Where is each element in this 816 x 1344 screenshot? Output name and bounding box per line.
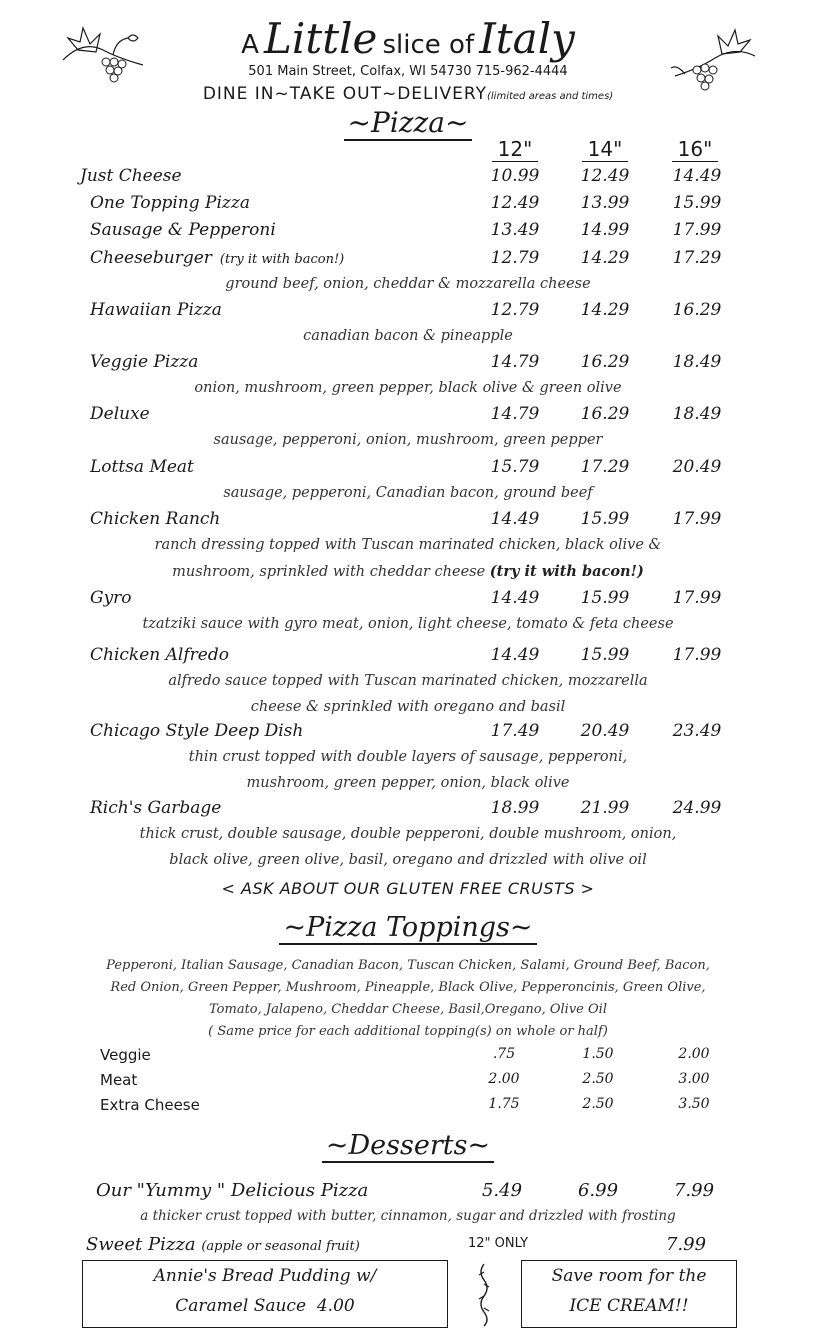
service-text: DINE IN~TAKE OUT~DELIVERY [202, 84, 487, 104]
pizza-price: 14.29 [580, 248, 630, 268]
pizza-price: 15.79 [490, 457, 540, 477]
pizza-item-label: Cheeseburger [90, 248, 212, 268]
pizza-price: 17.99 [672, 588, 722, 608]
pizza-price: 16.29 [672, 300, 722, 320]
dessert-price: 5.49 [481, 1180, 523, 1201]
pizza-price: 15.99 [672, 193, 722, 213]
pizza-price: 24.99 [672, 798, 722, 818]
pizza-item-label: Chicken Alfredo [90, 645, 229, 665]
bread-pudding-line1: Annie's Bread Pudding w/ [153, 1266, 377, 1286]
topping-price: 3.50 [678, 1096, 710, 1112]
pizza-item-name [90, 248, 344, 268]
title-a: A [241, 30, 259, 60]
topping-price: 2.00 [678, 1046, 710, 1062]
pizza-price: 15.99 [580, 509, 630, 529]
pizza-description: ground beef, onion, cheddar & mozzarella cheese [225, 276, 591, 292]
pizza-item-name [90, 220, 276, 240]
pizza-item-name [90, 300, 222, 320]
pizza-price: 16.29 [580, 404, 630, 424]
service-options [0, 84, 816, 104]
toppings-list-line: Pepperoni, Italian Sausage, Canadian Bacon, Tuscan Chicken, Salami, Ground Beef, Bacon, [106, 958, 710, 973]
dessert-yummy-pizza: Our "Yummy " Delicious Pizza [96, 1180, 369, 1201]
sweet-pizza-note: (apple or seasonal fruit) [201, 1239, 360, 1254]
pizza-price: 18.49 [672, 404, 722, 424]
pizza-price: 13.99 [580, 193, 630, 213]
pizza-item-label: Hawaiian Pizza [90, 300, 222, 320]
pizza-price: 14.79 [490, 404, 540, 424]
dessert-price: 6.99 [577, 1180, 619, 1201]
topping-price: 2.00 [488, 1071, 520, 1087]
pizza-price: 18.99 [490, 798, 540, 818]
bread-pudding-box [82, 1260, 448, 1328]
pizza-item-name [90, 588, 132, 608]
pizza-item-label: Rich's Garbage [90, 798, 222, 818]
title-little: Little [264, 14, 378, 63]
toppings-section-title: ~Pizza Toppings~ [0, 912, 816, 943]
pizza-description: ranch dressing topped with Tuscan marinated chicken, black olive & [154, 537, 662, 553]
pizza-item-label: Sausage & Pepperoni [90, 220, 276, 240]
pizza-price: 15.99 [580, 588, 630, 608]
pizza-description-text: cheese & sprinkled with oregano and basil [250, 699, 566, 715]
pizza-price: 17.29 [672, 248, 722, 268]
pizza-price: 15.99 [580, 645, 630, 665]
pizza-item-name [90, 798, 221, 818]
pizza-item-name [90, 457, 194, 477]
pizza-price: 17.29 [580, 457, 630, 477]
pizza-description [0, 699, 816, 715]
sweet-pizza-price: 7.99 [665, 1234, 707, 1255]
pizza-price: 10.99 [490, 166, 540, 186]
pizza-price: 12.79 [490, 300, 540, 320]
pizza-price: 14.49 [490, 588, 540, 608]
vine-divider-icon [474, 1262, 494, 1328]
bread-pudding-line2: Caramel Sauce 4.00 [175, 1296, 355, 1316]
pizza-item-note: (try it with bacon!) [219, 252, 345, 267]
pizza-description: thin crust topped with double layers of sausage, pepperoni, [188, 749, 628, 765]
ice-cream-line1: Save room for the [551, 1266, 707, 1286]
service-note: (limited areas and times) [487, 91, 614, 102]
pizza-item-label: Gyro [90, 588, 132, 608]
topping-price: 1.75 [488, 1096, 520, 1112]
pizza-item-name [90, 193, 250, 213]
pizza-item-name [90, 645, 229, 665]
topping-price: 3.00 [678, 1071, 710, 1087]
desserts-section-title: ~Desserts~ [0, 1130, 816, 1161]
topping-tier-name: Veggie [100, 1046, 151, 1064]
pizza-price: 14.79 [490, 352, 540, 372]
sweet-pizza-size: 12" ONLY [468, 1236, 529, 1251]
pizza-item-label: Veggie Pizza [90, 352, 199, 372]
pizza-description: canadian bacon & pineapple [303, 328, 513, 344]
dessert-description: a thicker crust topped with butter, cinnamon, sugar and drizzled with frosting [140, 1208, 676, 1224]
pizza-item-name [90, 352, 198, 372]
pizza-section-title: ~Pizza~ [0, 106, 816, 139]
pizza-item-name [90, 404, 150, 424]
pizza-price: 14.49 [672, 166, 722, 186]
pizza-price: 14.29 [580, 300, 630, 320]
toppings-list-line: Tomato, Jalapeno, Cheddar Cheese, Basil,Oregano, Olive Oil [209, 1002, 607, 1017]
pizza-price: 14.49 [490, 645, 540, 665]
pizza-description [0, 852, 816, 868]
pizza-description-highlight: (try it with bacon!) [489, 563, 644, 580]
topping-price: 1.50 [582, 1046, 614, 1062]
pizza-price: 17.99 [672, 645, 722, 665]
pizza-price: 16.29 [580, 352, 630, 372]
toppings-list-line: Red Onion, Green Pepper, Mushroom, Pineapple, Black Olive, Pepperoncinis, Green Olive, [110, 980, 706, 995]
dessert-price: 7.99 [673, 1180, 715, 1201]
pizza-price: 13.49 [490, 220, 540, 240]
pizza-item-label: Lottsa Meat [90, 457, 194, 477]
size-header-14: 14" [565, 137, 645, 161]
bread-pudding-price: 4.00 [316, 1296, 355, 1316]
pizza-description [0, 563, 816, 580]
pizza-item-name [90, 509, 220, 529]
pizza-price: 14.99 [580, 220, 630, 240]
size-header-16: 16" [655, 137, 735, 161]
pizza-description: tzatziki sauce with gyro meat, onion, light cheese, tomato & feta cheese [142, 616, 674, 632]
pizza-price: 12.79 [490, 248, 540, 268]
pizza-description [0, 775, 816, 791]
pizza-item-label: Deluxe [90, 404, 150, 424]
address: 501 Main Street, Colfax, WI 54730 715-962-4444 [248, 64, 568, 79]
gluten-free-note: < ASK ABOUT OUR GLUTEN FREE CRUSTS > [221, 879, 595, 898]
dessert-sweet-pizza: Sweet Pizza (apple or seasonal fruit) [86, 1234, 360, 1255]
pizza-item-label: One Topping Pizza [90, 193, 250, 213]
pizza-description: thick crust, double sausage, double pepperoni, double mushroom, onion, [139, 826, 677, 842]
pizza-price: 14.49 [490, 509, 540, 529]
pizza-item-name [90, 721, 303, 741]
pizza-item-label: Chicken Ranch [90, 509, 221, 529]
pizza-description-text: mushroom, sprinkled with cheddar cheese [172, 564, 486, 580]
pizza-description: onion, mushroom, green pepper, black olive & green olive [194, 380, 622, 396]
topping-tier-name: Meat [100, 1071, 138, 1089]
pizza-price: 23.49 [672, 721, 722, 741]
topping-price: 2.50 [582, 1096, 614, 1112]
pizza-item-label: Just Cheese [80, 166, 182, 186]
toppings-price-note: ( Same price for each additional topping(s) on whole or half) [208, 1024, 608, 1039]
title-italy: Italy [479, 14, 575, 63]
pizza-price: 12.49 [490, 193, 540, 213]
restaurant-title [0, 14, 816, 63]
title-slice-of: slice of [382, 30, 475, 60]
pizza-price: 17.99 [672, 220, 722, 240]
pizza-description: alfredo sauce topped with Tuscan marinated chicken, mozzarella [168, 673, 648, 689]
pizza-item-name [80, 166, 182, 186]
pizza-price: 20.49 [580, 721, 630, 741]
pizza-description: sausage, pepperoni, Canadian bacon, ground beef [223, 485, 593, 501]
pizza-price: 21.99 [580, 798, 630, 818]
pizza-price: 17.99 [672, 509, 722, 529]
ice-cream-line2: ICE CREAM!! [569, 1296, 689, 1316]
pizza-price: 17.49 [490, 721, 540, 741]
pizza-description-text: black olive, green olive, basil, oregano and drizzled with olive oil [169, 852, 647, 868]
pizza-description-text: mushroom, green pepper, onion, black olive [246, 775, 570, 791]
pizza-price: 12.49 [580, 166, 630, 186]
topping-price: .75 [492, 1046, 516, 1062]
pizza-description: sausage, pepperoni, onion, mushroom, green pepper [213, 432, 603, 448]
topping-price: 2.50 [582, 1071, 614, 1087]
topping-tier-name: Extra Cheese [100, 1096, 200, 1114]
ice-cream-box [521, 1260, 737, 1328]
pizza-item-label: Chicago Style Deep Dish [90, 721, 304, 741]
pizza-price: 18.49 [672, 352, 722, 372]
pizza-price: 20.49 [672, 457, 722, 477]
size-header-12: 12" [475, 137, 555, 161]
